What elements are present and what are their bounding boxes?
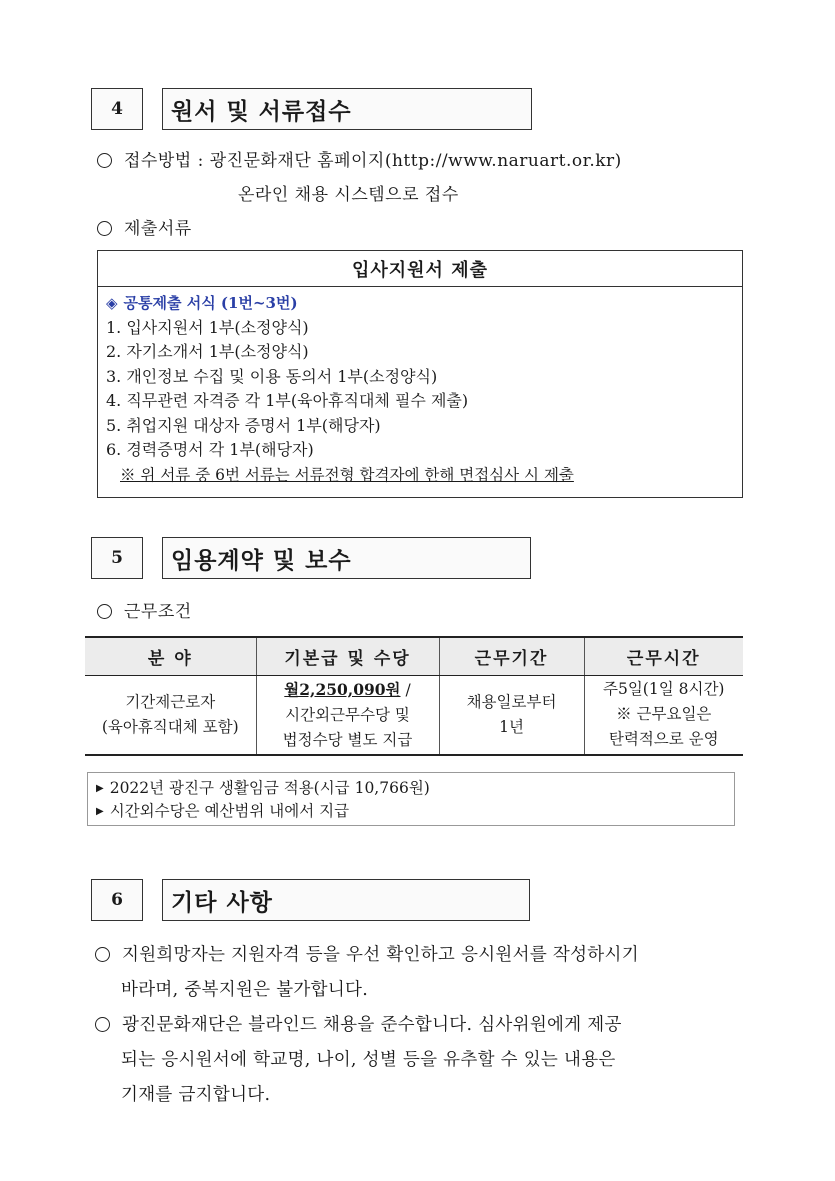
section-title-other: 기타 사항 (162, 879, 530, 921)
other-paragraph-2: 광진문화재단은 블라인드 채용을 준수합니다. 심사위원에게 제공 되는 응시원서에 학교명, 나이, 성별 등을 유추할 수 있는 내용은 기재를 금지합니다. (95, 1008, 760, 1113)
other-paragraph-1: 지원희망자는 지원자격 등을 우선 확인하고 응시원서를 작성하시기 바라며, 중복지원은 불가합니다. (95, 938, 760, 1008)
table-row (85, 675, 743, 755)
list-item: 1. 입사지원서 1부(소정양식) (106, 317, 309, 337)
application-method-line2: 온라인 채용 시스템으로 접수 (238, 185, 459, 205)
documents-box-body (98, 287, 742, 487)
cell-hours: 주5일(1일 8시간) ※ 근무요일은 탄력적으로 운영 (584, 675, 743, 755)
header-period: 근무기간 (439, 637, 584, 675)
header-pay: 기본급 및 수당 (256, 637, 439, 675)
list-item: 6. 경력증명서 각 1부(해당자) (106, 440, 314, 459)
submission-documents-label: 제출서류 (97, 214, 192, 239)
application-method: 접수방법 : 광진문화재단 홈페이지(http://www.naruart.or.kr) (97, 146, 622, 171)
section-number-5: 5 (91, 537, 143, 579)
table-header-row (85, 637, 743, 675)
work-conditions-table (85, 636, 743, 756)
circle-bullet-icon (95, 1017, 110, 1032)
list-item: 2. 자기소개서 1부(소정양식) (106, 342, 309, 361)
cell-period: 채용일로부터 1년 (439, 675, 584, 755)
list-item: 3. 개인정보 수집 및 이용 동의서 1부(소정양식) (106, 366, 438, 386)
triangle-bullet-icon: ▶ (96, 806, 104, 817)
section-number-6: 6 (91, 879, 143, 921)
triangle-bullet-icon: ▶ (96, 783, 104, 794)
list-item: 5. 취업지원 대상자 증명서 1부(해당자) (106, 415, 381, 435)
list-item: 4. 직무관련 자격증 각 1부(육아휴직대체 필수 제출) (106, 391, 469, 410)
header-field: 분 야 (85, 637, 256, 675)
monthly-pay: 월2,250,090원 (284, 679, 401, 699)
cell-pay: 월2,250,090원 / 시간외근무수당 및 법정수당 별도 지급 (256, 675, 439, 755)
circle-bullet-icon (95, 947, 110, 962)
circle-bullet-icon (97, 221, 112, 236)
list-item: ▶ 2022년 광진구 생활임금 적용(시급 10,766원) (96, 779, 430, 797)
documents-box (97, 250, 743, 498)
header-hours: 근무시간 (584, 637, 743, 675)
circle-bullet-icon (97, 153, 112, 168)
list-item: ▶ 시간외수당은 예산범위 내에서 지급 (96, 802, 350, 820)
pay-notes-box (87, 772, 735, 826)
diamond-icon: ◈ (106, 294, 118, 312)
section-title-contract: 임용계약 및 보수 (162, 537, 531, 579)
documents-box-title: 입사지원서 제출 (98, 251, 742, 287)
documents-subtitle: ◈ 공통제출 서식 (1번~3번) (106, 294, 298, 312)
cell-field: 기간제근로자 (육아휴직대체 포함) (85, 675, 256, 755)
documents-note: ※ 위 서류 중 6번 서류는 서류전형 합격자에 한해 면접심사 시 제출 (120, 465, 574, 484)
section-title-applications: 원서 및 서류접수 (162, 88, 532, 130)
work-conditions-label: 근무조건 (97, 597, 192, 622)
section-number-4: 4 (91, 88, 143, 130)
circle-bullet-icon (97, 604, 112, 619)
